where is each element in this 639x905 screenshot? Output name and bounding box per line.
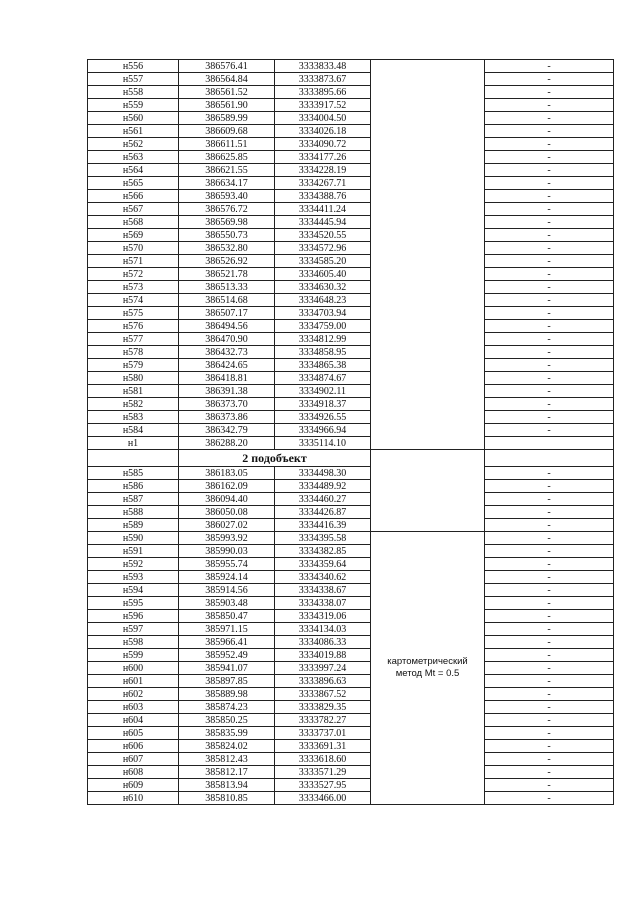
note-cell: - xyxy=(485,727,614,740)
point-name-cell: н573 xyxy=(88,281,179,294)
x-coordinate-cell: 385812.17 xyxy=(179,766,275,779)
point-name-cell: н610 xyxy=(88,792,179,805)
note-cell: - xyxy=(485,701,614,714)
point-name-cell: н559 xyxy=(88,99,179,112)
y-coordinate-cell: 3334703.94 xyxy=(275,307,371,320)
table-row xyxy=(88,99,614,112)
x-coordinate-cell: 386550.73 xyxy=(179,229,275,242)
x-coordinate-cell: 386625.85 xyxy=(179,151,275,164)
y-coordinate-cell: 3333829.35 xyxy=(275,701,371,714)
x-coordinate-cell: 386342.79 xyxy=(179,424,275,437)
table-row xyxy=(88,424,614,437)
note-cell: - xyxy=(485,164,614,177)
point-name-cell: н570 xyxy=(88,242,179,255)
point-name-cell: н583 xyxy=(88,411,179,424)
x-coordinate-cell: 386183.05 xyxy=(179,467,275,480)
point-name-cell: н565 xyxy=(88,177,179,190)
table-row xyxy=(88,398,614,411)
x-coordinate-cell: 386611.51 xyxy=(179,138,275,151)
table-row xyxy=(88,437,614,450)
x-coordinate-cell: 386576.72 xyxy=(179,203,275,216)
note-cell: - xyxy=(485,281,614,294)
note-cell: - xyxy=(485,792,614,805)
table-row xyxy=(88,727,614,740)
x-coordinate-cell: 386561.52 xyxy=(179,86,275,99)
y-coordinate-cell: 3333997.24 xyxy=(275,662,371,675)
point-name-cell: н596 xyxy=(88,610,179,623)
point-name-cell: н587 xyxy=(88,493,179,506)
y-coordinate-cell: 3334498.30 xyxy=(275,467,371,480)
point-name-cell: н557 xyxy=(88,73,179,86)
table-row xyxy=(88,649,614,662)
table-row xyxy=(88,675,614,688)
table-row xyxy=(88,177,614,190)
note-cell: - xyxy=(485,662,614,675)
note-cell: - xyxy=(485,255,614,268)
table-row xyxy=(88,255,614,268)
x-coordinate-cell: 385889.98 xyxy=(179,688,275,701)
section-empty-cell xyxy=(88,450,179,467)
point-name-cell: н578 xyxy=(88,346,179,359)
section-empty-cell xyxy=(371,450,485,532)
point-name-cell: н564 xyxy=(88,164,179,177)
x-coordinate-cell: 386569.98 xyxy=(179,216,275,229)
table-row xyxy=(88,545,614,558)
x-coordinate-cell: 385924.14 xyxy=(179,571,275,584)
note-cell: - xyxy=(485,216,614,229)
section-header-row xyxy=(88,450,614,467)
y-coordinate-cell: 3334019.88 xyxy=(275,649,371,662)
note-cell: - xyxy=(485,597,614,610)
x-coordinate-cell: 385897.85 xyxy=(179,675,275,688)
x-coordinate-cell: 386532.80 xyxy=(179,242,275,255)
point-name-cell: н594 xyxy=(88,584,179,597)
note-cell: - xyxy=(485,372,614,385)
x-coordinate-cell: 386050.08 xyxy=(179,506,275,519)
point-name-cell: н592 xyxy=(88,558,179,571)
note-cell: - xyxy=(485,506,614,519)
x-coordinate-cell: 386424.65 xyxy=(179,359,275,372)
x-coordinate-cell: 386576.41 xyxy=(179,60,275,73)
note-cell: - xyxy=(485,190,614,203)
point-name-cell: н584 xyxy=(88,424,179,437)
y-coordinate-cell: 3334228.19 xyxy=(275,164,371,177)
table-row xyxy=(88,584,614,597)
point-name-cell: н608 xyxy=(88,766,179,779)
y-coordinate-cell: 3333737.01 xyxy=(275,727,371,740)
point-name-cell: н579 xyxy=(88,359,179,372)
y-coordinate-cell: 3334759.00 xyxy=(275,320,371,333)
x-coordinate-cell: 386373.86 xyxy=(179,411,275,424)
note-cell: - xyxy=(485,411,614,424)
point-name-cell: н597 xyxy=(88,623,179,636)
y-coordinate-cell: 3334460.27 xyxy=(275,493,371,506)
note-cell: - xyxy=(485,320,614,333)
table-row xyxy=(88,125,614,138)
note-cell: - xyxy=(485,545,614,558)
note-cell: - xyxy=(485,307,614,320)
table-row xyxy=(88,688,614,701)
table-row xyxy=(88,294,614,307)
x-coordinate-cell: 386521.78 xyxy=(179,268,275,281)
table-row xyxy=(88,151,614,164)
y-coordinate-cell: 3334267.71 xyxy=(275,177,371,190)
y-coordinate-cell: 3334572.96 xyxy=(275,242,371,255)
note-cell: - xyxy=(485,294,614,307)
table-row xyxy=(88,766,614,779)
note-cell: - xyxy=(485,740,614,753)
point-name-cell: н571 xyxy=(88,255,179,268)
note-cell: - xyxy=(485,493,614,506)
point-name-cell: н574 xyxy=(88,294,179,307)
point-name-cell: н568 xyxy=(88,216,179,229)
table-row xyxy=(88,701,614,714)
note-cell: - xyxy=(485,229,614,242)
point-name-cell: н560 xyxy=(88,112,179,125)
y-coordinate-cell: 3334086.33 xyxy=(275,636,371,649)
note-cell: - xyxy=(485,779,614,792)
table-row xyxy=(88,792,614,805)
x-coordinate-cell: 386162.09 xyxy=(179,480,275,493)
point-name-cell: н563 xyxy=(88,151,179,164)
x-coordinate-cell: 385903.48 xyxy=(179,597,275,610)
x-coordinate-cell: 386621.55 xyxy=(179,164,275,177)
method-label-line1: картометрический xyxy=(387,656,468,667)
method-cell-empty xyxy=(371,60,485,450)
note-cell xyxy=(485,437,614,450)
table-row xyxy=(88,190,614,203)
table-row xyxy=(88,138,614,151)
note-cell: - xyxy=(485,636,614,649)
section-empty-cell xyxy=(485,450,614,467)
table-row xyxy=(88,532,614,545)
table-row xyxy=(88,164,614,177)
point-name-cell: н1 xyxy=(88,437,179,450)
table-row xyxy=(88,610,614,623)
note-cell: - xyxy=(485,649,614,662)
x-coordinate-cell: 385993.92 xyxy=(179,532,275,545)
x-coordinate-cell: 386589.99 xyxy=(179,112,275,125)
y-coordinate-cell: 3333917.52 xyxy=(275,99,371,112)
note-cell: - xyxy=(485,60,614,73)
table-row xyxy=(88,571,614,584)
table-row xyxy=(88,203,614,216)
y-coordinate-cell: 3334865.38 xyxy=(275,359,371,372)
y-coordinate-cell: 3333618.60 xyxy=(275,753,371,766)
table-row xyxy=(88,359,614,372)
table-row xyxy=(88,73,614,86)
table-row xyxy=(88,558,614,571)
point-name-cell: н556 xyxy=(88,60,179,73)
point-name-cell: н609 xyxy=(88,779,179,792)
point-name-cell: н605 xyxy=(88,727,179,740)
point-name-cell: н593 xyxy=(88,571,179,584)
x-coordinate-cell: 385810.85 xyxy=(179,792,275,805)
y-coordinate-cell: 3334812.99 xyxy=(275,333,371,346)
table-row xyxy=(88,506,614,519)
table-row xyxy=(88,493,614,506)
y-coordinate-cell: 3334902.11 xyxy=(275,385,371,398)
y-coordinate-cell: 3334395.58 xyxy=(275,532,371,545)
x-coordinate-cell: 385824.02 xyxy=(179,740,275,753)
y-coordinate-cell: 3334966.94 xyxy=(275,424,371,437)
table-row xyxy=(88,112,614,125)
note-cell: - xyxy=(485,99,614,112)
y-coordinate-cell: 3334388.76 xyxy=(275,190,371,203)
table-row xyxy=(88,307,614,320)
point-name-cell: н598 xyxy=(88,636,179,649)
note-cell: - xyxy=(485,73,614,86)
y-coordinate-cell: 3334004.50 xyxy=(275,112,371,125)
note-cell: - xyxy=(485,268,614,281)
y-coordinate-cell: 3334359.64 xyxy=(275,558,371,571)
x-coordinate-cell: 385874.23 xyxy=(179,701,275,714)
y-coordinate-cell: 3334026.18 xyxy=(275,125,371,138)
point-name-cell: н575 xyxy=(88,307,179,320)
x-coordinate-cell: 386514.68 xyxy=(179,294,275,307)
table-row xyxy=(88,216,614,229)
table-row xyxy=(88,346,614,359)
note-cell: - xyxy=(485,398,614,411)
x-coordinate-cell: 386470.90 xyxy=(179,333,275,346)
y-coordinate-cell: 3334926.55 xyxy=(275,411,371,424)
note-cell: - xyxy=(485,467,614,480)
point-name-cell: н603 xyxy=(88,701,179,714)
note-cell: - xyxy=(485,584,614,597)
y-coordinate-cell: 3334605.40 xyxy=(275,268,371,281)
y-coordinate-cell: 3334340.62 xyxy=(275,571,371,584)
table-row xyxy=(88,467,614,480)
table-row xyxy=(88,333,614,346)
note-cell: - xyxy=(485,558,614,571)
point-name-cell: н604 xyxy=(88,714,179,727)
point-name-cell: н595 xyxy=(88,597,179,610)
table-row xyxy=(88,320,614,333)
table-row xyxy=(88,229,614,242)
x-coordinate-cell: 385914.56 xyxy=(179,584,275,597)
y-coordinate-cell: 3333782.27 xyxy=(275,714,371,727)
x-coordinate-cell: 386432.73 xyxy=(179,346,275,359)
y-coordinate-cell: 3334338.07 xyxy=(275,597,371,610)
note-cell: - xyxy=(485,480,614,493)
table-row xyxy=(88,779,614,792)
y-coordinate-cell: 3334416.39 xyxy=(275,519,371,532)
table-row xyxy=(88,597,614,610)
y-coordinate-cell: 3334426.87 xyxy=(275,506,371,519)
section-title: 2 подобъект xyxy=(179,450,371,467)
coordinates-table xyxy=(87,59,614,805)
x-coordinate-cell: 386027.02 xyxy=(179,519,275,532)
point-name-cell: н606 xyxy=(88,740,179,753)
table-row xyxy=(88,714,614,727)
note-cell: - xyxy=(485,138,614,151)
y-coordinate-cell: 3333833.48 xyxy=(275,60,371,73)
y-coordinate-cell: 3334338.67 xyxy=(275,584,371,597)
table-row xyxy=(88,242,614,255)
table-row xyxy=(88,86,614,99)
note-cell: - xyxy=(485,203,614,216)
x-coordinate-cell: 386564.84 xyxy=(179,73,275,86)
point-name-cell: н582 xyxy=(88,398,179,411)
x-coordinate-cell: 385966.41 xyxy=(179,636,275,649)
table-row xyxy=(88,60,614,73)
y-coordinate-cell: 3333873.67 xyxy=(275,73,371,86)
table-row xyxy=(88,480,614,493)
x-coordinate-cell: 386593.40 xyxy=(179,190,275,203)
note-cell: - xyxy=(485,610,614,623)
note-cell: - xyxy=(485,623,614,636)
x-coordinate-cell: 386094.40 xyxy=(179,493,275,506)
x-coordinate-cell: 386526.92 xyxy=(179,255,275,268)
y-coordinate-cell: 3334630.32 xyxy=(275,281,371,294)
point-name-cell: н577 xyxy=(88,333,179,346)
y-coordinate-cell: 3334858.95 xyxy=(275,346,371,359)
y-coordinate-cell: 3334411.24 xyxy=(275,203,371,216)
x-coordinate-cell: 386513.33 xyxy=(179,281,275,294)
point-name-cell: н569 xyxy=(88,229,179,242)
y-coordinate-cell: 3334520.55 xyxy=(275,229,371,242)
x-coordinate-cell: 385835.99 xyxy=(179,727,275,740)
note-cell: - xyxy=(485,714,614,727)
point-name-cell: н558 xyxy=(88,86,179,99)
point-name-cell: н572 xyxy=(88,268,179,281)
y-coordinate-cell: 3334918.37 xyxy=(275,398,371,411)
table-row xyxy=(88,753,614,766)
y-coordinate-cell: 3334177.26 xyxy=(275,151,371,164)
x-coordinate-cell: 386561.90 xyxy=(179,99,275,112)
note-cell: - xyxy=(485,151,614,164)
point-name-cell: н580 xyxy=(88,372,179,385)
x-coordinate-cell: 386288.20 xyxy=(179,437,275,450)
x-coordinate-cell: 386391.38 xyxy=(179,385,275,398)
y-coordinate-cell: 3334874.67 xyxy=(275,372,371,385)
y-coordinate-cell: 3334134.03 xyxy=(275,623,371,636)
method-cell xyxy=(371,532,485,805)
x-coordinate-cell: 385941.07 xyxy=(179,662,275,675)
x-coordinate-cell: 385952.49 xyxy=(179,649,275,662)
note-cell: - xyxy=(485,125,614,138)
point-name-cell: н567 xyxy=(88,203,179,216)
x-coordinate-cell: 386418.81 xyxy=(179,372,275,385)
note-cell: - xyxy=(485,385,614,398)
table-row xyxy=(88,268,614,281)
x-coordinate-cell: 385813.94 xyxy=(179,779,275,792)
point-name-cell: н576 xyxy=(88,320,179,333)
point-name-cell: н600 xyxy=(88,662,179,675)
table-row xyxy=(88,636,614,649)
y-coordinate-cell: 3333867.52 xyxy=(275,688,371,701)
x-coordinate-cell: 385850.25 xyxy=(179,714,275,727)
x-coordinate-cell: 385812.43 xyxy=(179,753,275,766)
point-name-cell: н590 xyxy=(88,532,179,545)
x-coordinate-cell: 385850.47 xyxy=(179,610,275,623)
table-row xyxy=(88,662,614,675)
note-cell: - xyxy=(485,571,614,584)
y-coordinate-cell: 3334585.20 xyxy=(275,255,371,268)
y-coordinate-cell: 3334445.94 xyxy=(275,216,371,229)
table-row xyxy=(88,740,614,753)
point-name-cell: н566 xyxy=(88,190,179,203)
table-row xyxy=(88,519,614,532)
point-name-cell: н585 xyxy=(88,467,179,480)
note-cell: - xyxy=(485,177,614,190)
table-row xyxy=(88,385,614,398)
y-coordinate-cell: 3333527.95 xyxy=(275,779,371,792)
y-coordinate-cell: 3334489.92 xyxy=(275,480,371,493)
point-name-cell: н601 xyxy=(88,675,179,688)
note-cell: - xyxy=(485,688,614,701)
x-coordinate-cell: 385955.74 xyxy=(179,558,275,571)
y-coordinate-cell: 3334382.85 xyxy=(275,545,371,558)
point-name-cell: н599 xyxy=(88,649,179,662)
note-cell: - xyxy=(485,424,614,437)
table-row xyxy=(88,623,614,636)
note-cell: - xyxy=(485,242,614,255)
x-coordinate-cell: 386507.17 xyxy=(179,307,275,320)
x-coordinate-cell: 386373.70 xyxy=(179,398,275,411)
note-cell: - xyxy=(485,346,614,359)
x-coordinate-cell: 386609.68 xyxy=(179,125,275,138)
method-label-line2: метод Mt = 0.5 xyxy=(395,668,460,679)
point-name-cell: н588 xyxy=(88,506,179,519)
x-coordinate-cell: 386494.56 xyxy=(179,320,275,333)
y-coordinate-cell: 3333691.31 xyxy=(275,740,371,753)
note-cell: - xyxy=(485,766,614,779)
table-row xyxy=(88,281,614,294)
point-name-cell: н562 xyxy=(88,138,179,151)
note-cell: - xyxy=(485,675,614,688)
y-coordinate-cell: 3333571.29 xyxy=(275,766,371,779)
y-coordinate-cell: 3334648.23 xyxy=(275,294,371,307)
point-name-cell: н581 xyxy=(88,385,179,398)
table-row xyxy=(88,372,614,385)
y-coordinate-cell: 3334319.06 xyxy=(275,610,371,623)
point-name-cell: н561 xyxy=(88,125,179,138)
note-cell: - xyxy=(485,753,614,766)
x-coordinate-cell: 386634.17 xyxy=(179,177,275,190)
note-cell: - xyxy=(485,532,614,545)
y-coordinate-cell: 3334090.72 xyxy=(275,138,371,151)
note-cell: - xyxy=(485,112,614,125)
note-cell: - xyxy=(485,86,614,99)
y-coordinate-cell: 3333896.63 xyxy=(275,675,371,688)
x-coordinate-cell: 385971.15 xyxy=(179,623,275,636)
point-name-cell: н602 xyxy=(88,688,179,701)
y-coordinate-cell: 3333895.66 xyxy=(275,86,371,99)
y-coordinate-cell: 3333466.00 xyxy=(275,792,371,805)
y-coordinate-cell: 3335114.10 xyxy=(275,437,371,450)
table-row xyxy=(88,411,614,424)
note-cell: - xyxy=(485,519,614,532)
note-cell: - xyxy=(485,359,614,372)
point-name-cell: н607 xyxy=(88,753,179,766)
point-name-cell: н591 xyxy=(88,545,179,558)
point-name-cell: н586 xyxy=(88,480,179,493)
point-name-cell: н589 xyxy=(88,519,179,532)
x-coordinate-cell: 385990.03 xyxy=(179,545,275,558)
coordinates-table-body xyxy=(88,60,614,805)
note-cell: - xyxy=(485,333,614,346)
